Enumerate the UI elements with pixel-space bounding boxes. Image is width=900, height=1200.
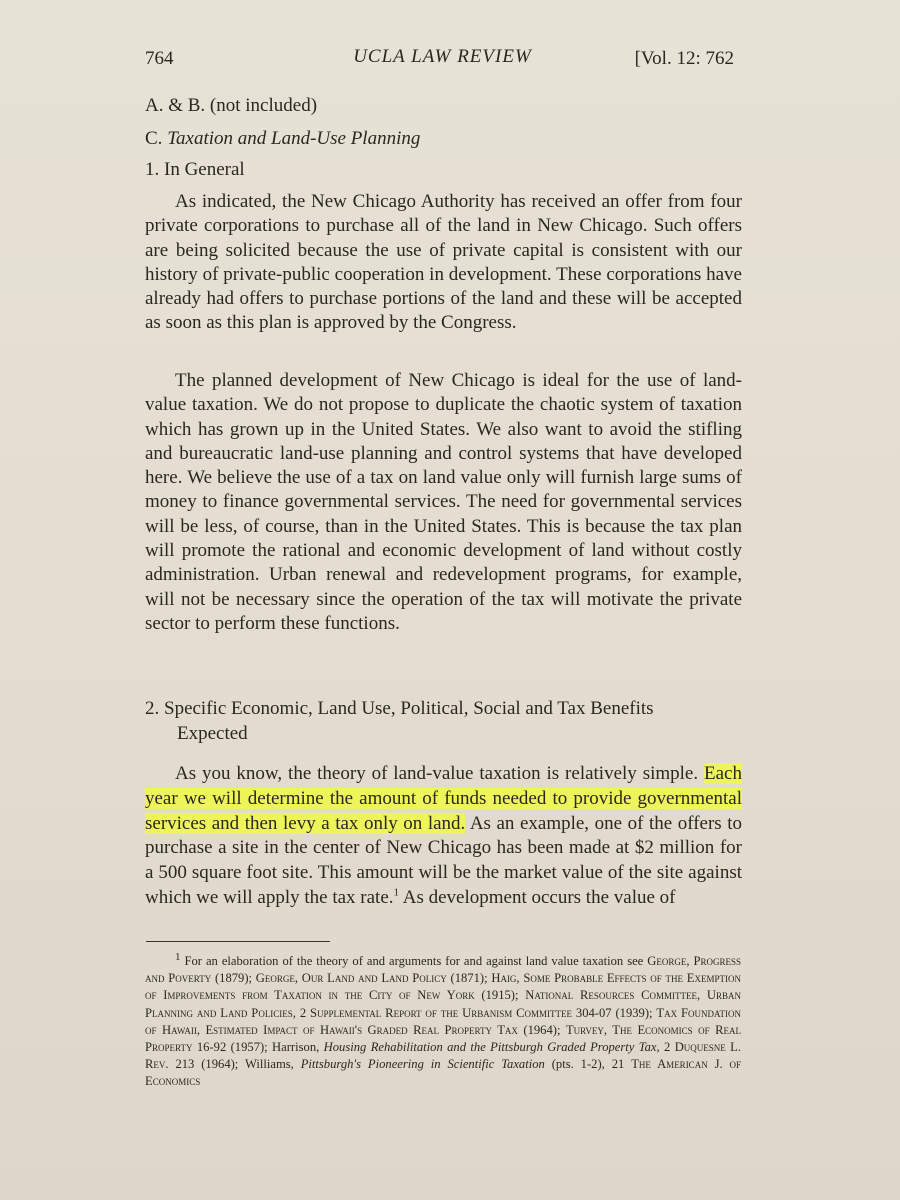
page-number: 764 [145,48,174,69]
journal-title: UCLA LAW REVIEW [353,46,532,67]
fn-article-title: Housing Rehabilitation and the Pittsburgh Graded Property Tax, [323,1040,660,1055]
paragraph-3-text-after: As an example, one of the offers to purchase a site in the center of New Chicago has been made at $2 million for a 500 square foot site. This amount will be the market value of the site against which we will apply the tax rate. [145,812,743,908]
paragraph-1-text: As indicated, the New Chicago Authority has received an offer from four private corporations to purchase all of the land in New Chicago. Such offers are being solicited because the use of private capital is consistent with our history of private-public cooperation in development. These corporations have already had offers to purchase portions of the land and these will be accepted as soon as this plan is approved by the Congress. [145,191,742,334]
paragraph-2 [145,369,742,636]
heading-c [145,128,420,150]
fn-text: (1964); [523,1022,561,1037]
footnote-divider [146,941,330,942]
fn-citation: George, Progress and Poverty [145,954,742,986]
running-header [145,44,740,76]
fn-citation: George, Our Land and Land Policy [255,971,447,986]
footnote-1 [145,950,742,1091]
fn-text: For an elaboration of the theory of and arguments for and against land value taxation see [184,954,644,968]
footnote-marker: 1 [175,950,181,963]
fn-citation: Turvey, The Economics of Real Property [145,1022,742,1055]
paragraph-3 [145,762,742,911]
heading-ab: A. & B. (not included) [145,95,318,116]
paragraph-3-text-tail: As development occurs the value of [402,886,676,908]
fn-text: 2 [664,1040,671,1055]
fn-text: 304-07 (1939); [575,1005,653,1020]
highlighted-sentence: Each year we will determine the amount of funds needed to provide governmental services and then levy a tax only on land. [145,763,742,834]
heading-2-line1: 2. Specific Economic, Land Use, Political, Social and Tax Benefits [145,698,654,719]
fn-article-title: Pittsburgh's Pioneering in Scientific Taxation [300,1057,545,1072]
fn-text: 213 (1964); Williams, [175,1057,294,1072]
fn-text: (1915); [481,988,519,1003]
footnote-reference: 1 [393,886,400,899]
volume-reference: [Vol. 12: 762 [634,48,734,69]
fn-citation: The American J. of Economics [145,1057,742,1089]
fn-citation: Haig, Some Probable Effects of the Exemption of Improvements from Taxation in the City of New York [145,971,741,1003]
fn-citation: Tax Foundation of Hawaii, Estimated Impact of Hawaii's Graded Real Property Tax [145,1005,741,1037]
heading-2-line2: Expected [177,723,248,744]
heading-c-title: Taxation and Land-Use Planning [167,128,421,149]
fn-text: (1879); [214,971,253,986]
fn-text: (pts. 1-2), 21 [551,1057,625,1072]
fn-text: (1871); [450,971,488,986]
heading-c-label: C. [145,128,163,149]
heading-2 [145,696,745,746]
fn-citation: Duquesne L. Rev. [145,1040,741,1072]
paragraph-2-text: The planned development of New Chicago is ideal for the use of land-value taxation. We do not propose to duplicate the chaotic system of taxation which has grown up in the United States. We also want to avoid the stifling and bureaucratic land-use planning and control systems that have developed here. We believe the use of a tax on land value only will furnish large sums of money to finance governmental services. The need for governmental services will be less, of course, than in the United States. This is because the tax plan will promote the rational and economic development of land without costly administration. Urban renewal and redevelopment programs, for example, will not be necessary since the operation of the tax will motivate the private sector to perform these functions. [145,370,742,634]
paragraph-1 [145,190,742,336]
fn-text: 16-92 (1957); Harrison, [196,1040,320,1055]
heading-1: 1. In General [145,159,245,180]
paragraph-3-text-before: As you know, the theory of land-value taxation is relatively simple. [175,763,699,784]
fn-citation: National Resources Committee, Urban Planning and Land Policies, 2 Supplemental Report of the Urbanism Committee [145,988,741,1020]
